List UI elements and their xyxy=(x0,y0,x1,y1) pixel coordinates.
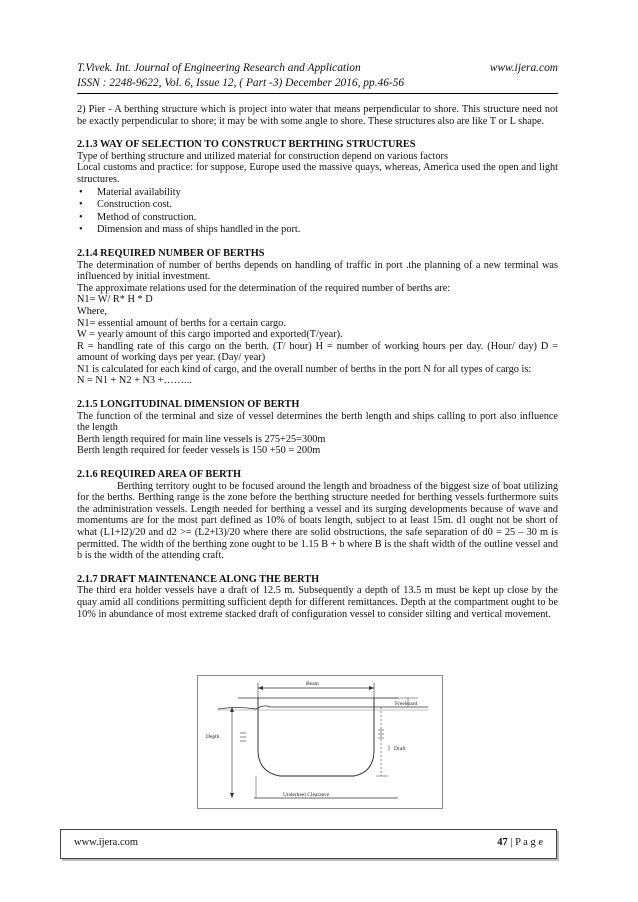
header-rule xyxy=(77,93,558,94)
paragraph: N1 is calculated for each kind of cargo, and the overall number of berths in the port N for all types of cargo is: xyxy=(77,363,532,375)
journal-citation: T.Vivek. Int. Journal of Engineering Research and Application xyxy=(77,62,361,74)
pier-paragraph: 2) Pier - A berthing structure which is project into water that means perpendicular to shore. This structure need not be exactly perpendicular to shore; it may be with some angle to shore. These structures also are like T or L shape. xyxy=(77,104,558,127)
bullet-icon: • xyxy=(79,211,83,223)
issn-line: ISSN : 2248-9622, Vol. 6, Issue 12, ( Part -3) December 2016, pp.46-56 xyxy=(77,77,405,89)
section-heading-2-1-6: 2.1.6 REQUIRED AREA OF BERTH xyxy=(77,469,242,481)
paragraph: The determination of number of berths depends on handling of traffic in port .the planning of a new terminal was influenced by initial investment. xyxy=(77,259,558,283)
arrow-head-icon xyxy=(369,686,374,690)
draft-label: Draft xyxy=(394,746,406,752)
header-website[interactable]: www.ijera.com xyxy=(489,62,558,74)
list-item: • Construction cost. xyxy=(79,199,172,211)
diagram-svg xyxy=(198,676,442,808)
freeboard-label: Freeboard xyxy=(395,701,418,707)
bullet-icon: • xyxy=(79,224,83,236)
body-text xyxy=(77,104,558,620)
arrow-head-icon xyxy=(258,686,263,690)
beam-label: Beam xyxy=(306,681,319,687)
list-item: • Method of construction. xyxy=(79,211,197,223)
paragraph: Local customs and practice: for suppose, Europe used the massive quays, whereas, America used the open and light structures. xyxy=(77,162,558,185)
list-item: • Material availability xyxy=(79,186,181,198)
section-heading-2-1-3: 2.1.3 WAY OF SELECTION TO CONSTRUCT BERTHING STRUCTURES xyxy=(77,139,416,151)
paragraph: W = yearly amount of this cargo imported and exported(T/year). xyxy=(77,329,343,341)
paragraph: Where, xyxy=(77,305,108,317)
formula: N1= W/ R* H * D xyxy=(77,294,153,306)
running-header xyxy=(77,61,558,75)
paragraph: R = handling rate of this cargo on the berth. (T/ hour) H = number of working hours per day. (Hour/ day) D = amount of working days per year. (Day/ year) xyxy=(77,340,558,364)
formula: N = N1 + N2 + N3 +……... xyxy=(77,375,192,387)
page-footer xyxy=(60,829,557,859)
paragraph: Berth length required for main line vessels is 275+25=300m xyxy=(77,433,326,445)
paragraph: The function of the terminal and size of vessel determines the berth length and ships calling to port also influence the length xyxy=(77,410,558,434)
ship-hull xyxy=(258,698,374,776)
paragraph: Type of berthing structure and utilized material for construction depend on various factors xyxy=(77,150,448,162)
section-heading-2-1-7: 2.1.7 DRAFT MAINTENANCE ALONG THE BERTH xyxy=(77,573,320,585)
bullet-icon: • xyxy=(79,199,83,211)
paragraph: N1= essential amount of berths for a certain cargo. xyxy=(77,317,286,329)
paragraph: The third era holder vessels have a draft of 12.5 m. Subsequently a depth of 13.5 m must be kept up close by the quay amid all conditions permitting sufficient depth for different remittances. Depth at the compartment ought to be 10% in abundance of most extreme stacked draft of configuration vessel to consider silting and vertical movement. xyxy=(77,585,558,620)
paragraph: The approximate relations used for the determination of the required number of berths are: xyxy=(77,282,451,294)
footer-website[interactable]: www.ijera.com xyxy=(74,837,139,848)
paragraph: Berthing territory ought to be focused around the length and broadness of the biggest size of boat utilizing for the berths. Berthing range is the zone before the berthing structure needed for berthing vessels furthermore suits the administration vessels. Length needed for berthing a vessel and its surging developments because of wave and momentums are for the most part defined as 10% of boats length, subject to at least 15m. d1 ought not be short of what (L1+l2)/20 and d2 >= (L2+l3)/20 where there are solid obstructions, the safe separation of d0 = 25 – 30 m is permitted. The width of the berthing zone ought to be 1.15 B + b where B is the shaft width of the outline vessel and b is the width of the attending craft. xyxy=(77,480,558,562)
bullet-icon: • xyxy=(79,186,83,198)
depth-label: Depth xyxy=(206,734,220,740)
page-number: 47 | P a g e xyxy=(497,837,543,848)
berth-draft-diagram xyxy=(197,675,443,809)
paragraph: Berth length required for feeder vessels is 150 +50 = 200m xyxy=(77,445,321,457)
list-item: • Dimension and mass of ships handled in the port. xyxy=(79,224,301,236)
underkeel-label: Underkeel Clearance xyxy=(283,792,330,798)
factor-list xyxy=(77,187,558,236)
section-heading-2-1-5: 2.1.5 LONGITUDINAL DIMENSION OF BERTH xyxy=(77,399,300,411)
section-heading-2-1-4: 2.1.4 REQUIRED NUMBER OF BERTHS xyxy=(77,247,265,259)
